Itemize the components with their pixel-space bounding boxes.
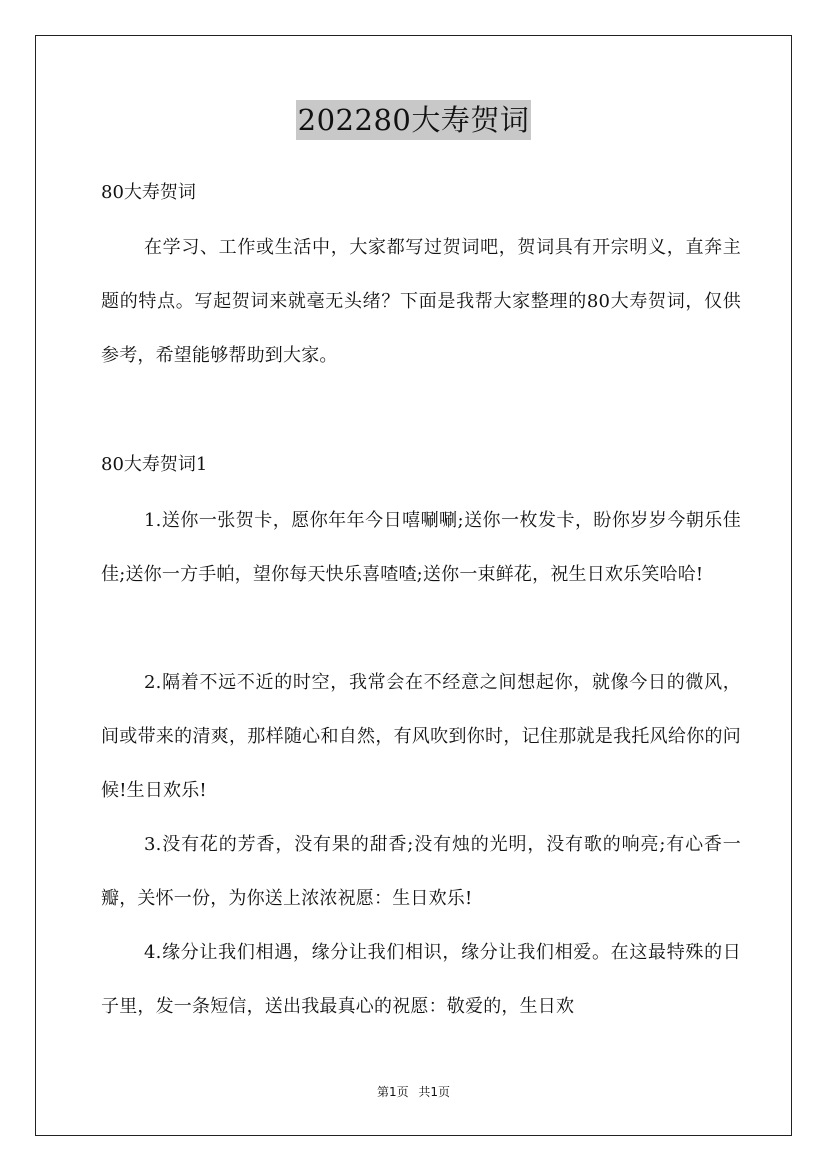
title-container [0, 100, 827, 140]
page-number: 第1页 [376, 1085, 409, 1099]
page-total: 共1页 [418, 1085, 451, 1099]
wish-item-4: 4.缘分让我们相遇，缘分让我们相识，缘分让我们相爱。在这最特殊的日子里，发一条短信，送出我最真心的祝愿：敬爱的，生日欢 [101, 942, 741, 1017]
document-title: 202280大寿贺词 [296, 100, 532, 140]
wish-item-3: 3.没有花的芳香，没有果的甜香;没有烛的光明，没有歌的响亮;有心香一瓣，关怀一份，为你送上浓浓祝愿：生日欢乐! [101, 834, 741, 909]
page-footer [0, 1083, 827, 1100]
section-heading: 80大寿贺词1 [101, 454, 208, 475]
intro-paragraph: 在学习、工作或生活中，大家都写过贺词吧，贺词具有开宗明义，直奔主题的特点。写起贺词来就毫无头绪？下面是我帮大家整理的80大寿贺词，仅供参考，希望能够帮助到大家。 [101, 237, 741, 366]
wish-item-2: 2.隔着不远不近的时空，我常会在不经意之间想起你，就像今日的微风，间或带来的清爽，那样随心和自然，有风吹到你时，记住那就是我托风给你的问候!生日欢乐! [101, 672, 741, 801]
document-subtitle: 80大寿贺词 [101, 182, 196, 203]
wish-item-1: 1.送你一张贺卡，愿你年年今日嘻唰唰;送你一枚发卡，盼你岁岁今朝乐佳佳;送你一方手帕，望你每天快乐喜喳喳;送你一束鲜花，祝生日欢乐笑哈哈! [101, 510, 741, 585]
